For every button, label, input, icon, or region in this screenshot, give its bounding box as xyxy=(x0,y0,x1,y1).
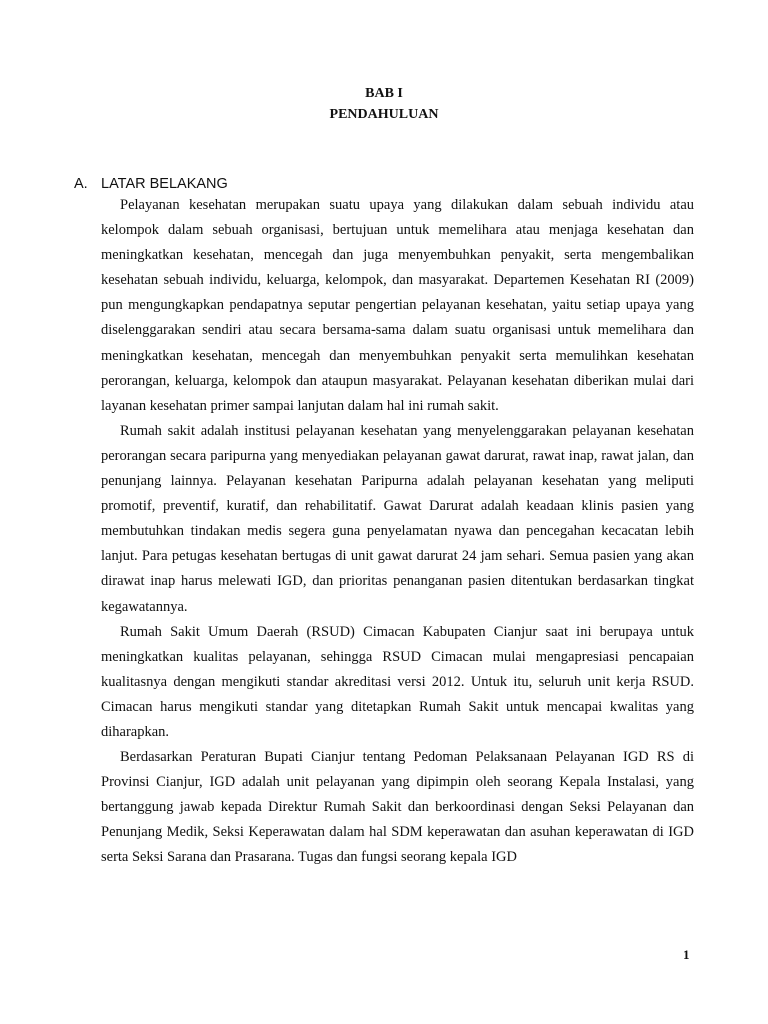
chapter-title: PENDAHULUAN xyxy=(329,107,439,122)
page-number: 1 xyxy=(683,947,690,962)
section-heading xyxy=(74,176,228,192)
paragraph: Rumah Sakit Umum Daerah (RSUD) Cimacan Kabupaten Cianjur saat ini berupaya untuk meningkatkan kualitas pelayanan, sehingga RSUD Cimacan mulai mengapresiasi pencapaian kualitasnya dengan mengikuti standar akreditasi versi 2012. Untuk itu, seluruh unit kerja RSUD. Cimacan harus mengikuti standar yang ditetapkan Rumah Sakit untuk mencapai kwalitas yang diharapkan. xyxy=(101,623,694,740)
paragraph: Berdasarkan Peraturan Bupati Cianjur tentang Pedoman Pelaksanaan Pelayanan IGD RS di Provinsi Cianjur, IGD adalah unit pelayanan yang dipimpin oleh seorang Kepala Instalasi, yang bertanggung jawab kepada Direktur Rumah Sakit dan berkoordinasi dengan Seksi Pelayanan dan Penunjang Medik, Seksi Keperawatan dalam hal SDM keperawatan dan asuhan keperawatan di IGD serta Seksi Sarana dan Prasarana. Tugas dan fungsi seorang kepala IGD xyxy=(101,749,694,866)
section-title: LATAR BELAKANG xyxy=(101,176,228,192)
paragraph: Pelayanan kesehatan merupakan suatu upaya yang dilakukan dalam sebuah individu atau kelompok dalam sebuah organisasi, bertujuan untuk memelihara atau menjaga kesehatan dan meningkatkan kesehatan, mencegah dan juga menyembuhkan penyakit, serta mengembalikan kesehatan sebuah individu, keluarga, kelompok, dan masyarakat. Departemen Kesehatan RI (2009) pun mengungkapkan pendapatnya seputar pengertian pelayanan kesehatan, yaitu setiap upaya yang diselenggarakan sendiri atau secara bersama-sama dalam suatu organisasi untuk memelihara dan meningkatkan kesehatan, mencegah dan menyembuhkan penyakit serta memulihkan kesehatan perorangan, keluarga, kelompok dan ataupun masyarakat. Pelayanan kesehatan diberikan mulai dari layanan kesehatan primer sampai lanjutan dalam hal ini rumah sakit. xyxy=(101,197,694,414)
body-text xyxy=(101,193,694,871)
chapter-number: BAB I xyxy=(365,86,403,101)
section-number: A. xyxy=(74,176,88,192)
paragraph: Rumah sakit adalah institusi pelayanan kesehatan yang menyelenggarakan pelayanan kesehatan perorangan secara paripurna yang menyediakan pelayanan gawat darurat, rawat inap, rawat jalan, dan penunjang lainnya. Pelayanan kesehatan Paripurna adalah pelayanan kesehatan yang meliputi promotif, preventif, kuratif, dan rehabilitatif. Gawat Darurat adalah keadaan klinis pasien yang membutuhkan tindakan medis segera guna penyelamatan nyawa dan pencegahan kecacatan lebih lanjut. Para petugas kesehatan bertugas di unit gawat darurat 24 jam sehari. Semua pasien yang akan dirawat inap harus melewati IGD, dan prioritas penanganan pasien ditentukan berdasarkan tingkat kegawatannya. xyxy=(101,422,694,615)
chapter-heading xyxy=(0,84,768,126)
